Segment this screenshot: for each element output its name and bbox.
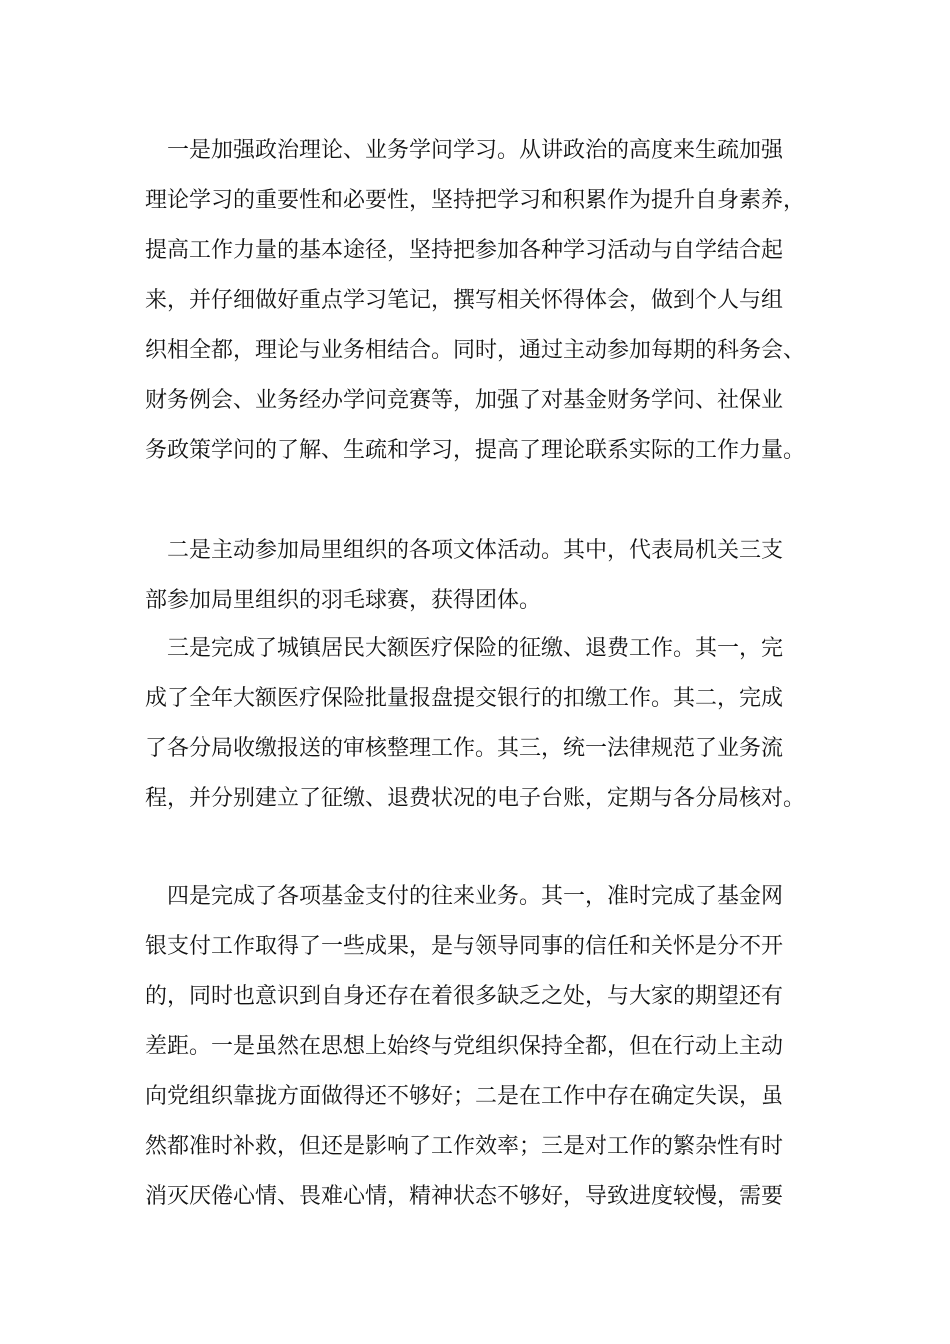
- text-line: 程，并分别建立了征缴、退费状况的电子台账，定期与各分局核对。: [145, 786, 806, 811]
- text-line: 然都准时补救，但还是影响了工作效率；三是对工作的繁杂性有时: [145, 1134, 784, 1159]
- text-line: 差距。一是虽然在思想上始终与党组织保持全都，但在行动上主动: [145, 1034, 784, 1059]
- text-line: 了各分局收缴报送的审核整理工作。其三，统一法律规范了业务流: [145, 736, 784, 761]
- text-line: 成了全年大额医疗保险批量报盘提交银行的扣缴工作。其二，完成: [145, 686, 784, 711]
- text-line: 一是加强政治理论、业务学问学习。从讲政治的高度来生疏加强: [167, 138, 784, 163]
- text-line: 消灭厌倦心情、畏难心情，精神状态不够好，导致进度较慢，需要: [145, 1184, 784, 1209]
- text-line: 三是完成了城镇居民大额医疗保险的征缴、退费工作。其一，完: [167, 636, 784, 661]
- text-line: 四是完成了各项基金支付的往来业务。其一，准时完成了基金网: [167, 884, 784, 909]
- text-line: 财务例会、业务经办学问竞赛等，加强了对基金财务学问、社保业: [145, 388, 784, 413]
- text-line: 务政策学问的了解、生疏和学习，提高了理论联系实际的工作力量。: [145, 438, 806, 463]
- text-line: 提高工作力量的基本途径，坚持把参加各种学习活动与自学结合起: [145, 238, 784, 263]
- text-line: 银支付工作取得了一些成果，是与领导同事的信任和关怀是分不开: [145, 934, 784, 959]
- text-line: 织相全都，理论与业务相结合。同时，通过主动参加每期的科务会、: [145, 338, 806, 363]
- text-line: 二是主动参加局里组织的各项文体活动。其中，代表局机关三支: [167, 538, 784, 563]
- text-line: 部参加局里组织的羽毛球赛，获得团体。: [145, 588, 542, 613]
- text-line: 来，并仔细做好重点学习笔记，撰写相关怀得体会，做到个人与组: [145, 288, 784, 313]
- text-line: 理论学习的重要性和必要性，坚持把学习和积累作为提升自身素养，: [145, 188, 806, 213]
- text-line: 的，同时也意识到自身还存在着很多缺乏之处，与大家的期望还有: [145, 984, 784, 1009]
- text-line: 向党组织靠拢方面做得还不够好；二是在工作中存在确定失误，虽: [145, 1084, 784, 1109]
